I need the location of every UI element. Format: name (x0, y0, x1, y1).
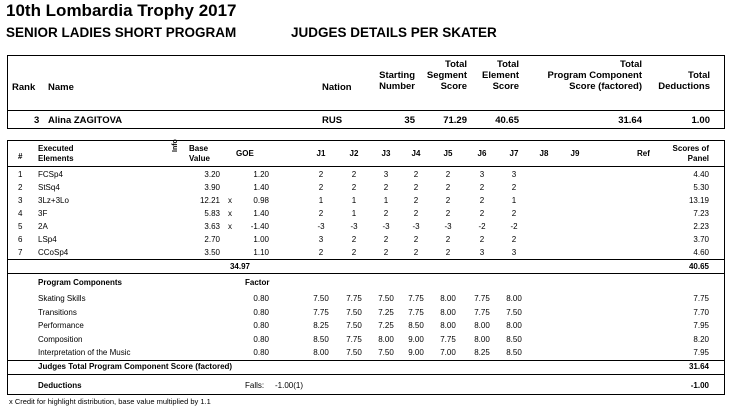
element-num: 6 (18, 235, 23, 244)
element-goe: 1.40 (253, 209, 269, 218)
element-judge-score: 1 (318, 196, 324, 205)
component-judge-score: 8.25 (313, 321, 329, 330)
element-judge-score: 3 (383, 170, 389, 179)
judge-header-9: J9 (570, 149, 580, 158)
element-judge-score: 3 (479, 248, 485, 257)
judge-header-8: J8 (539, 149, 549, 158)
component-judge-score: 7.75 (408, 307, 424, 317)
element-base-value: 3.63 (204, 222, 220, 231)
element-name: 3F (38, 209, 48, 218)
element-judge-score: 2 (383, 248, 389, 257)
component-name: Composition (38, 334, 83, 344)
element-judge-score: 2 (511, 209, 517, 218)
skater-pcs: 31.64 (618, 115, 642, 126)
component-judge-score: 7.00 (440, 348, 456, 357)
element-goe: 1.10 (253, 248, 269, 257)
elements-total-divider (8, 259, 724, 260)
element-name: StSq4 (38, 183, 60, 192)
component-judge-score: 8.50 (313, 334, 329, 344)
element-judge-score: 2 (479, 235, 485, 244)
element-goe: 1.20 (253, 170, 269, 179)
element-judge-score: 2 (413, 170, 419, 179)
component-judge-score: 9.00 (408, 348, 424, 357)
component-name: Transitions (38, 307, 77, 317)
element-name: LSp4 (38, 235, 57, 244)
deductions-header: Total Deductions (658, 70, 710, 92)
tss-header: Total Segment Score (426, 59, 467, 92)
element-num: 3 (18, 196, 23, 205)
component-judge-score: 7.75 (313, 307, 329, 317)
element-judge-score: 3 (318, 235, 324, 244)
component-judge-score: 8.00 (313, 348, 329, 357)
judge-header-4: J4 (411, 149, 421, 158)
element-goe: 1.00 (253, 235, 269, 244)
element-panel-score: 5.30 (693, 183, 709, 192)
element-judge-score: 2 (479, 196, 485, 205)
component-judge-score: 8.00 (506, 321, 522, 330)
skater-starting-number: 35 (404, 115, 415, 126)
component-judge-score: 8.00 (474, 321, 490, 330)
element-judge-score: 2 (383, 183, 389, 192)
component-factor: 0.80 (253, 294, 269, 303)
element-name: FCSp4 (38, 170, 63, 179)
component-judge-score: 7.75 (474, 307, 490, 317)
skater-deductions: 1.00 (691, 115, 710, 126)
component-judge-score: 8.00 (474, 334, 490, 344)
component-judge-score: 8.00 (440, 321, 456, 330)
component-judge-score: 7.75 (474, 294, 490, 303)
summary-divider (8, 110, 724, 111)
judge-header-3: J3 (381, 149, 391, 158)
component-factor: 0.80 (253, 348, 269, 357)
component-judge-score: 7.50 (313, 294, 329, 303)
rank-header: Rank (12, 82, 36, 93)
factor-header: Factor (245, 278, 270, 287)
goe-header: GOE (236, 149, 254, 158)
element-panel-score: 4.60 (693, 248, 709, 257)
component-name: Performance (38, 321, 84, 330)
element-judge-score: 2 (351, 183, 357, 192)
element-judge-score: 2 (479, 183, 485, 192)
deductions-total: -1.00 (690, 381, 709, 390)
component-judge-score: 8.25 (474, 348, 490, 357)
element-num: 1 (18, 170, 23, 179)
components-divider (8, 273, 724, 274)
falls-value: -1.00(1) (275, 381, 304, 390)
component-judge-score: 7.75 (346, 334, 362, 344)
element-judge-score: 2 (445, 248, 451, 257)
element-num: 2 (18, 183, 23, 192)
judge-header-2: J2 (349, 149, 359, 158)
pcs-header: Total Program Component Score (factored) (547, 59, 642, 92)
element-judge-score: 2 (511, 183, 517, 192)
element-judge-score: 2 (318, 183, 324, 192)
element-name: 3Lz+3Lo (38, 196, 69, 205)
component-factor: 0.80 (253, 321, 269, 330)
element-judge-score: 3 (479, 170, 485, 179)
elements-header-divider (8, 166, 724, 167)
footnote: x Credit for highlight distribution, base value multiplied by 1.1 (9, 397, 211, 406)
element-judge-score: 2 (318, 248, 324, 257)
component-judge-score: 7.25 (378, 321, 394, 330)
element-judge-score: 2 (413, 248, 419, 257)
component-judge-score: 7.50 (378, 348, 394, 357)
section-title: JUDGES DETAILS PER SKATER (291, 25, 497, 40)
element-base-value: 2.70 (204, 235, 220, 244)
element-judge-score: 1 (511, 196, 517, 205)
component-judge-score: 8.00 (440, 307, 456, 317)
element-panel-score: 2.23 (693, 222, 709, 231)
element-judge-score: 2 (318, 170, 324, 179)
component-judge-score: 8.00 (440, 294, 456, 303)
component-judge-score: 7.75 (346, 294, 362, 303)
element-judge-score: -3 (412, 222, 420, 231)
name-header: Name (48, 82, 74, 93)
base-total: 34.97 (229, 262, 250, 271)
element-judge-score: 2 (445, 183, 451, 192)
element-judge-score: 2 (383, 209, 389, 218)
nation-header: Nation (322, 82, 352, 93)
element-judge-score: -3 (444, 222, 452, 231)
component-judge-score: 8.00 (378, 334, 394, 344)
deductions-divider (8, 374, 724, 375)
deductions-label: Deductions (38, 381, 82, 390)
element-judge-score: -2 (478, 222, 486, 231)
element-judge-score: 1 (383, 196, 389, 205)
element-judge-score: 2 (445, 235, 451, 244)
falls-label: Falls: (245, 381, 265, 390)
component-score: 8.20 (693, 334, 709, 344)
component-name: Skating Skills (38, 294, 86, 303)
element-num: 7 (18, 248, 23, 257)
element-num: 5 (18, 222, 23, 231)
element-judge-score: 3 (511, 170, 517, 179)
skater-tss: 71.29 (443, 115, 467, 126)
judge-header-5: J5 (443, 149, 453, 158)
component-score: 7.95 (693, 321, 709, 330)
element-goe: -1.40 (250, 222, 269, 231)
skater-tes: 40.65 (495, 115, 519, 126)
component-judge-score: 7.75 (440, 334, 456, 344)
skater-rank: 3 (34, 115, 40, 126)
component-score: 7.75 (693, 294, 709, 303)
element-base-value: 3.90 (204, 183, 220, 192)
element-base-value: 3.50 (204, 248, 220, 257)
element-judge-score: 2 (445, 170, 451, 179)
component-factor: 0.80 (253, 307, 269, 317)
element-judge-score: 2 (413, 196, 419, 205)
element-panel-score: 7.23 (693, 209, 709, 218)
scores-header: Scores of Panel (672, 144, 709, 163)
element-goe: 1.40 (253, 183, 269, 192)
element-judge-score: 2 (383, 235, 389, 244)
element-judge-score: 2 (479, 209, 485, 218)
component-score: 7.95 (693, 348, 709, 357)
element-panel-score: 13.19 (688, 196, 709, 205)
element-judge-score: -3 (317, 222, 325, 231)
element-judge-score: -2 (510, 222, 518, 231)
component-judge-score: 8.50 (506, 348, 522, 357)
element-judge-score: 2 (318, 209, 324, 218)
num-header: # (18, 152, 23, 161)
element-name: CCoSp4 (38, 248, 69, 257)
component-judge-score: 7.50 (506, 307, 522, 317)
component-judge-score: 7.50 (346, 307, 362, 317)
component-judge-score: 7.75 (408, 294, 424, 303)
component-judge-score: 8.50 (506, 334, 522, 344)
element-base-value: 12.21 (199, 196, 220, 205)
element-x-mark: x (228, 209, 232, 218)
element-name: 2A (38, 222, 48, 231)
element-x-mark: x (228, 196, 232, 205)
element-x-mark: x (228, 222, 232, 231)
skater-name: Alina ZAGITOVA (48, 115, 123, 126)
component-judge-score: 7.25 (378, 307, 394, 317)
element-judge-score: -3 (382, 222, 390, 231)
element-goe: 0.98 (253, 196, 269, 205)
info-header: Info (172, 139, 179, 152)
element-judge-score: 3 (511, 248, 517, 257)
judge-header-1: J1 (316, 149, 326, 158)
component-judge-score: 7.50 (346, 348, 362, 357)
component-score: 7.70 (693, 307, 709, 317)
elements-score-total: 40.65 (688, 262, 709, 271)
element-judge-score: 2 (413, 235, 419, 244)
judge-header-7: J7 (509, 149, 519, 158)
element-base-value: 3.20 (204, 170, 220, 179)
component-judge-score: 9.00 (408, 334, 424, 344)
component-judge-score: 8.00 (506, 294, 522, 303)
element-panel-score: 3.70 (693, 235, 709, 244)
ref-header: Ref (637, 149, 650, 158)
starting-number-header: Starting Number (379, 70, 415, 92)
element-judge-score: 1 (351, 209, 357, 218)
element-judge-score: 2 (445, 196, 451, 205)
element-base-value: 5.83 (204, 209, 220, 218)
component-judge-score: 7.50 (346, 321, 362, 330)
skater-nation: RUS (322, 115, 343, 126)
element-judge-score: 2 (511, 235, 517, 244)
element-panel-score: 4.40 (693, 170, 709, 179)
element-num: 4 (18, 209, 23, 218)
element-judge-score: 2 (351, 170, 357, 179)
component-judge-score: 8.50 (408, 321, 424, 330)
event-title: 10th Lombardia Trophy 2017 (6, 1, 237, 20)
component-judge-score: 7.50 (378, 294, 394, 303)
element-judge-score: -3 (350, 222, 358, 231)
element-judge-score: 2 (445, 209, 451, 218)
element-judge-score: 2 (413, 183, 419, 192)
element-judge-score: 1 (351, 196, 357, 205)
tes-header: Total Element Score (482, 59, 519, 92)
judge-header-6: J6 (477, 149, 487, 158)
component-name: Interpretation of the Music (38, 348, 131, 357)
components-header: Program Components (38, 278, 123, 287)
component-factor: 0.80 (253, 334, 269, 344)
element-judge-score: 2 (351, 248, 357, 257)
executed-header: Executed Elements (38, 144, 74, 163)
element-judge-score: 2 (351, 235, 357, 244)
components-total-label: Judges Total Program Component Score (factored) (38, 362, 233, 371)
element-judge-score: 2 (413, 209, 419, 218)
category-title: SENIOR LADIES SHORT PROGRAM (6, 25, 237, 40)
components-total-divider (8, 360, 724, 361)
base-header: Base Value (189, 144, 210, 163)
components-total: 31.64 (688, 362, 709, 371)
